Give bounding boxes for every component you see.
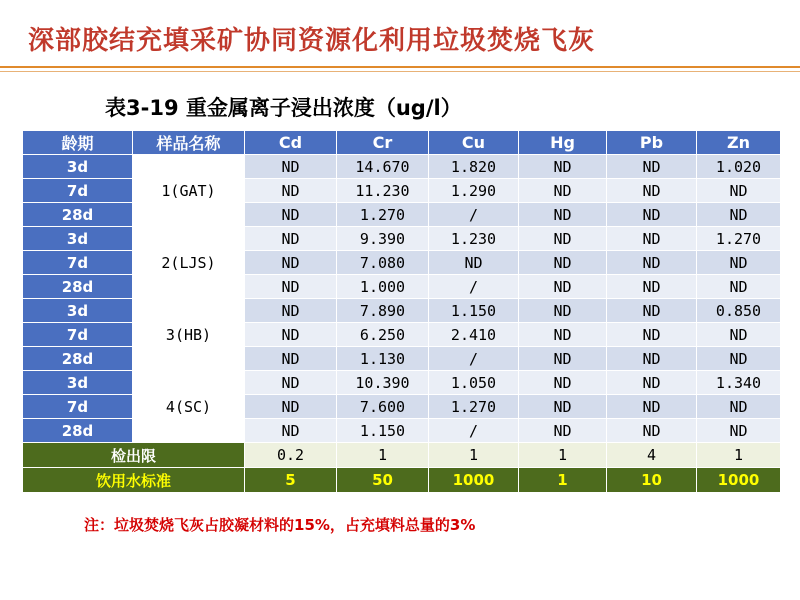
table-cell: 10.390 [337, 371, 429, 395]
title-divider [0, 66, 800, 68]
table-cell: / [429, 419, 519, 443]
table-cell: 1.000 [337, 275, 429, 299]
table-cell: ND [607, 347, 697, 371]
table-cell: 0.2 [245, 443, 337, 468]
table-cell: 1000 [697, 468, 781, 493]
header-cr: Cr [337, 131, 429, 155]
age-cell: 3d [23, 299, 133, 323]
table-row [23, 299, 781, 323]
table-cell: 0.850 [697, 299, 781, 323]
table-cell: ND [519, 179, 607, 203]
table-cell: 50 [337, 468, 429, 493]
table-cell: 1.130 [337, 347, 429, 371]
table-cell: ND [519, 371, 607, 395]
table-cell: 7.600 [337, 395, 429, 419]
table-cell: 10 [607, 468, 697, 493]
age-cell: 3d [23, 371, 133, 395]
table-cell: ND [607, 299, 697, 323]
age-cell: 3d [23, 155, 133, 179]
age-cell: 28d [23, 275, 133, 299]
leaching-concentration-table [22, 130, 781, 493]
table-cell: ND [519, 395, 607, 419]
table-cell: ND [607, 251, 697, 275]
age-cell: 7d [23, 323, 133, 347]
table-cell: 1 [519, 443, 607, 468]
drinking-standard-row [23, 468, 781, 493]
table-cell: ND [519, 347, 607, 371]
table-cell: 1 [429, 443, 519, 468]
table-cell: 1 [697, 443, 781, 468]
age-cell: 3d [23, 227, 133, 251]
table-cell: ND [697, 275, 781, 299]
table-cell: ND [697, 251, 781, 275]
table-cell: 1 [519, 468, 607, 493]
table-caption: 表3-19 重金属离子浸出浓度（ug/l） [105, 96, 462, 120]
detection-limit-row [23, 443, 781, 468]
table-cell: ND [607, 179, 697, 203]
table-cell: ND [697, 419, 781, 443]
table-row [23, 155, 781, 179]
table-cell: ND [245, 347, 337, 371]
table-cell: ND [519, 419, 607, 443]
table-body [23, 155, 781, 493]
table-cell: 14.670 [337, 155, 429, 179]
table-cell: ND [607, 227, 697, 251]
table-cell: ND [245, 275, 337, 299]
table-cell: ND [607, 371, 697, 395]
table-cell: 1.340 [697, 371, 781, 395]
table-cell: 6.250 [337, 323, 429, 347]
table-cell: ND [697, 203, 781, 227]
table-cell: ND [245, 395, 337, 419]
table-cell: 1.270 [337, 203, 429, 227]
table-row [23, 227, 781, 251]
table-cell: 1.820 [429, 155, 519, 179]
table-cell: ND [607, 323, 697, 347]
footnote: 注：垃圾焚烧飞灰占胶凝材料的15%，占充填料总量的3% [84, 516, 476, 534]
table-cell: ND [245, 299, 337, 323]
table-cell: 1.150 [337, 419, 429, 443]
table-cell: 7.890 [337, 299, 429, 323]
sample-name-cell: 1(GAT) [133, 155, 245, 227]
table-cell: 5 [245, 468, 337, 493]
table-cell: ND [697, 395, 781, 419]
sample-name-cell: 2(LJS) [133, 227, 245, 299]
sample-name-cell: 4(SC) [133, 371, 245, 443]
table-cell: ND [697, 179, 781, 203]
age-cell: 7d [23, 251, 133, 275]
table-cell: ND [519, 155, 607, 179]
table-cell: / [429, 347, 519, 371]
table-cell: / [429, 203, 519, 227]
table-cell: ND [245, 155, 337, 179]
table-cell: ND [519, 299, 607, 323]
table-cell: ND [429, 251, 519, 275]
age-cell: 7d [23, 179, 133, 203]
table-cell: 1.230 [429, 227, 519, 251]
table-cell: ND [697, 323, 781, 347]
table-cell: 1.150 [429, 299, 519, 323]
table-cell: ND [245, 203, 337, 227]
table-cell: 9.390 [337, 227, 429, 251]
table-cell: ND [607, 419, 697, 443]
table-cell: ND [245, 323, 337, 347]
age-cell: 28d [23, 419, 133, 443]
table-cell: 1000 [429, 468, 519, 493]
table-cell: 7.080 [337, 251, 429, 275]
table-cell: ND [519, 251, 607, 275]
table-cell: ND [245, 251, 337, 275]
table-cell: 1.050 [429, 371, 519, 395]
table-row [23, 371, 781, 395]
detection-limit-label: 检出限 [23, 443, 245, 468]
table-cell: ND [607, 395, 697, 419]
table-cell: 4 [607, 443, 697, 468]
table-cell: 1.290 [429, 179, 519, 203]
age-cell: 7d [23, 395, 133, 419]
table-cell: ND [245, 371, 337, 395]
table-cell: ND [245, 179, 337, 203]
header-cu: Cu [429, 131, 519, 155]
table-cell: 2.410 [429, 323, 519, 347]
header-pb: Pb [607, 131, 697, 155]
table-cell: ND [607, 275, 697, 299]
table-header-row [23, 131, 781, 155]
slide-title: 深部胶结充填采矿协同资源化利用垃圾焚烧飞灰 [28, 26, 596, 56]
age-cell: 28d [23, 203, 133, 227]
table-cell: ND [519, 227, 607, 251]
title-divider-secondary [0, 71, 800, 72]
header-age: 龄期 [23, 131, 133, 155]
table-cell: ND [607, 155, 697, 179]
table-cell: ND [697, 347, 781, 371]
table-cell: ND [607, 203, 697, 227]
header-sample: 样品名称 [133, 131, 245, 155]
table-cell: ND [519, 323, 607, 347]
table-cell: ND [519, 275, 607, 299]
table-cell: ND [519, 203, 607, 227]
table-cell: 1.270 [697, 227, 781, 251]
age-cell: 28d [23, 347, 133, 371]
table-cell: ND [245, 227, 337, 251]
drinking-standard-label: 饮用水标准 [23, 468, 245, 493]
table-cell: 1.020 [697, 155, 781, 179]
table-cell: 1 [337, 443, 429, 468]
header-zn: Zn [697, 131, 781, 155]
header-hg: Hg [519, 131, 607, 155]
table-cell: / [429, 275, 519, 299]
table-cell: 11.230 [337, 179, 429, 203]
sample-name-cell: 3(HB) [133, 299, 245, 371]
table-cell: 1.270 [429, 395, 519, 419]
header-cd: Cd [245, 131, 337, 155]
table-cell: ND [245, 419, 337, 443]
